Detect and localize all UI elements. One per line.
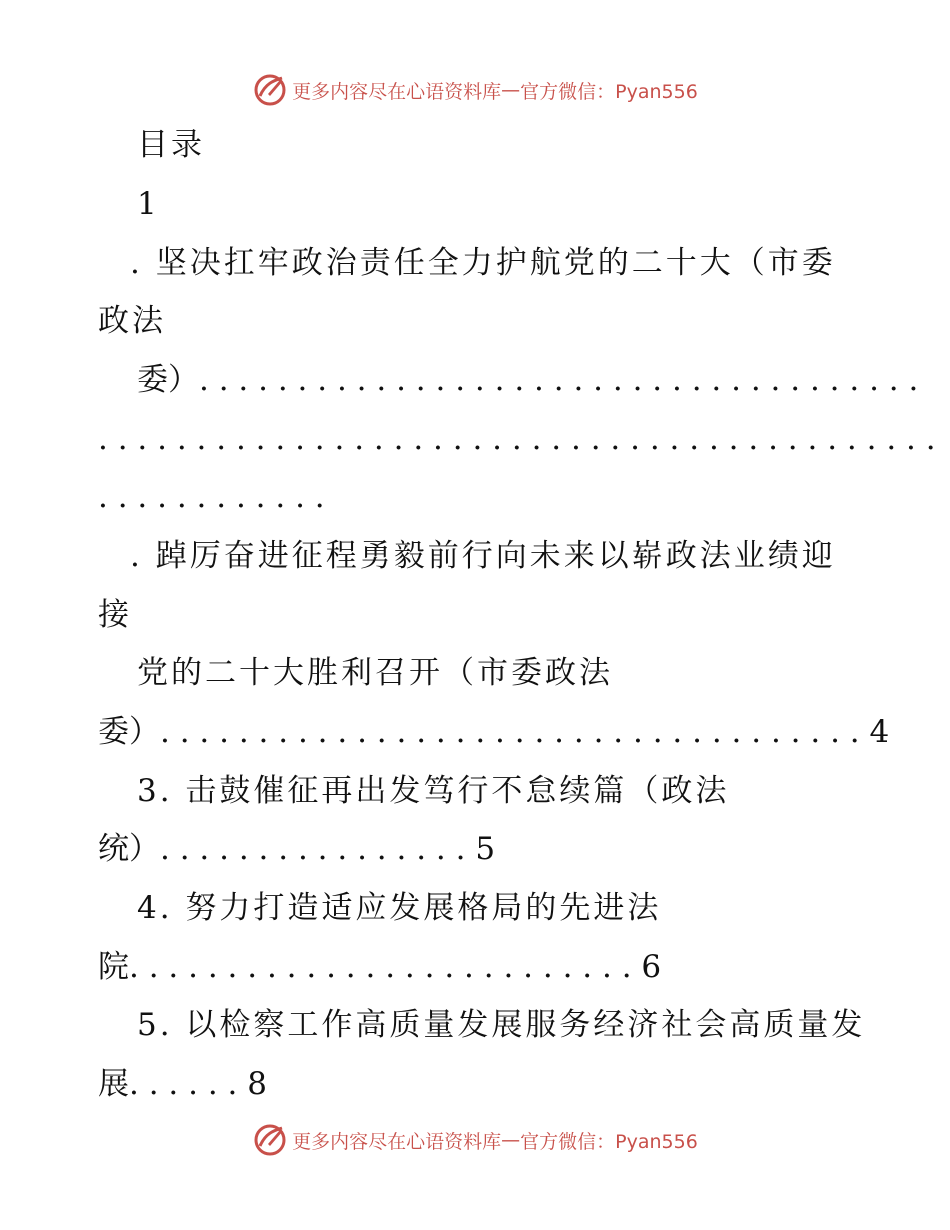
toc-title: 目录: [137, 127, 205, 163]
toc-line: 委）. . . . . . . . . . . . . . . . . . . . . . . . . . . . . . . . . . . . .: [137, 362, 919, 398]
toc-line: . 踔厉奋进征程勇毅前行向未来以崭政法业绩迎: [130, 538, 836, 574]
toc-line: 4. 努力打造适应发展格局的先进法: [137, 890, 662, 926]
toc-line: 1: [137, 186, 160, 222]
toc-line: 接: [98, 597, 132, 633]
banner-text: 更多内容尽在心语资料库: [292, 1130, 502, 1153]
banner-wechat: 官方微信：Pyan556: [520, 1130, 698, 1153]
toc-line: . . . . . . . . . . . .: [98, 479, 325, 515]
toc-line: 院. . . . . . . . . . . . . . . . . . . . . . . . . . 6: [98, 949, 662, 985]
toc-line: 3. 击鼓催征再出发笃行不怠续篇（政法: [137, 773, 730, 809]
header-banner: [0, 70, 950, 110]
toc-line: . 坚决扛牢政治责任全力护航党的二十大（市委: [130, 245, 836, 281]
footer-banner: [0, 1120, 950, 1160]
toc-line: . . . . . . . . . . . . . . . . . . . . . . . . . . . . . . . . . . . . . . . . . . .: [98, 421, 936, 457]
toc-line: 展. . . . . . 8: [98, 1066, 267, 1102]
banner-dash: —: [501, 79, 521, 101]
pen-swirl-logo-icon: [252, 72, 288, 108]
toc-line: 党的二十大胜利召开（市委政法: [137, 655, 613, 691]
toc-line: 政法: [98, 303, 166, 339]
banner-wechat: 官方微信：Pyan556: [520, 80, 698, 103]
toc-line: 统）. . . . . . . . . . . . . . . . 5: [98, 831, 496, 867]
banner-text: 更多内容尽在心语资料库: [292, 80, 502, 103]
toc-line: 5. 以检察工作高质量发展服务经济社会高质量发: [137, 1007, 866, 1043]
pen-swirl-logo-icon: [252, 1122, 288, 1158]
toc-line: 委）. . . . . . . . . . . . . . . . . . . . . . . . . . . . . . . . . . . . 4: [98, 714, 890, 750]
banner-dash: —: [501, 1129, 521, 1151]
